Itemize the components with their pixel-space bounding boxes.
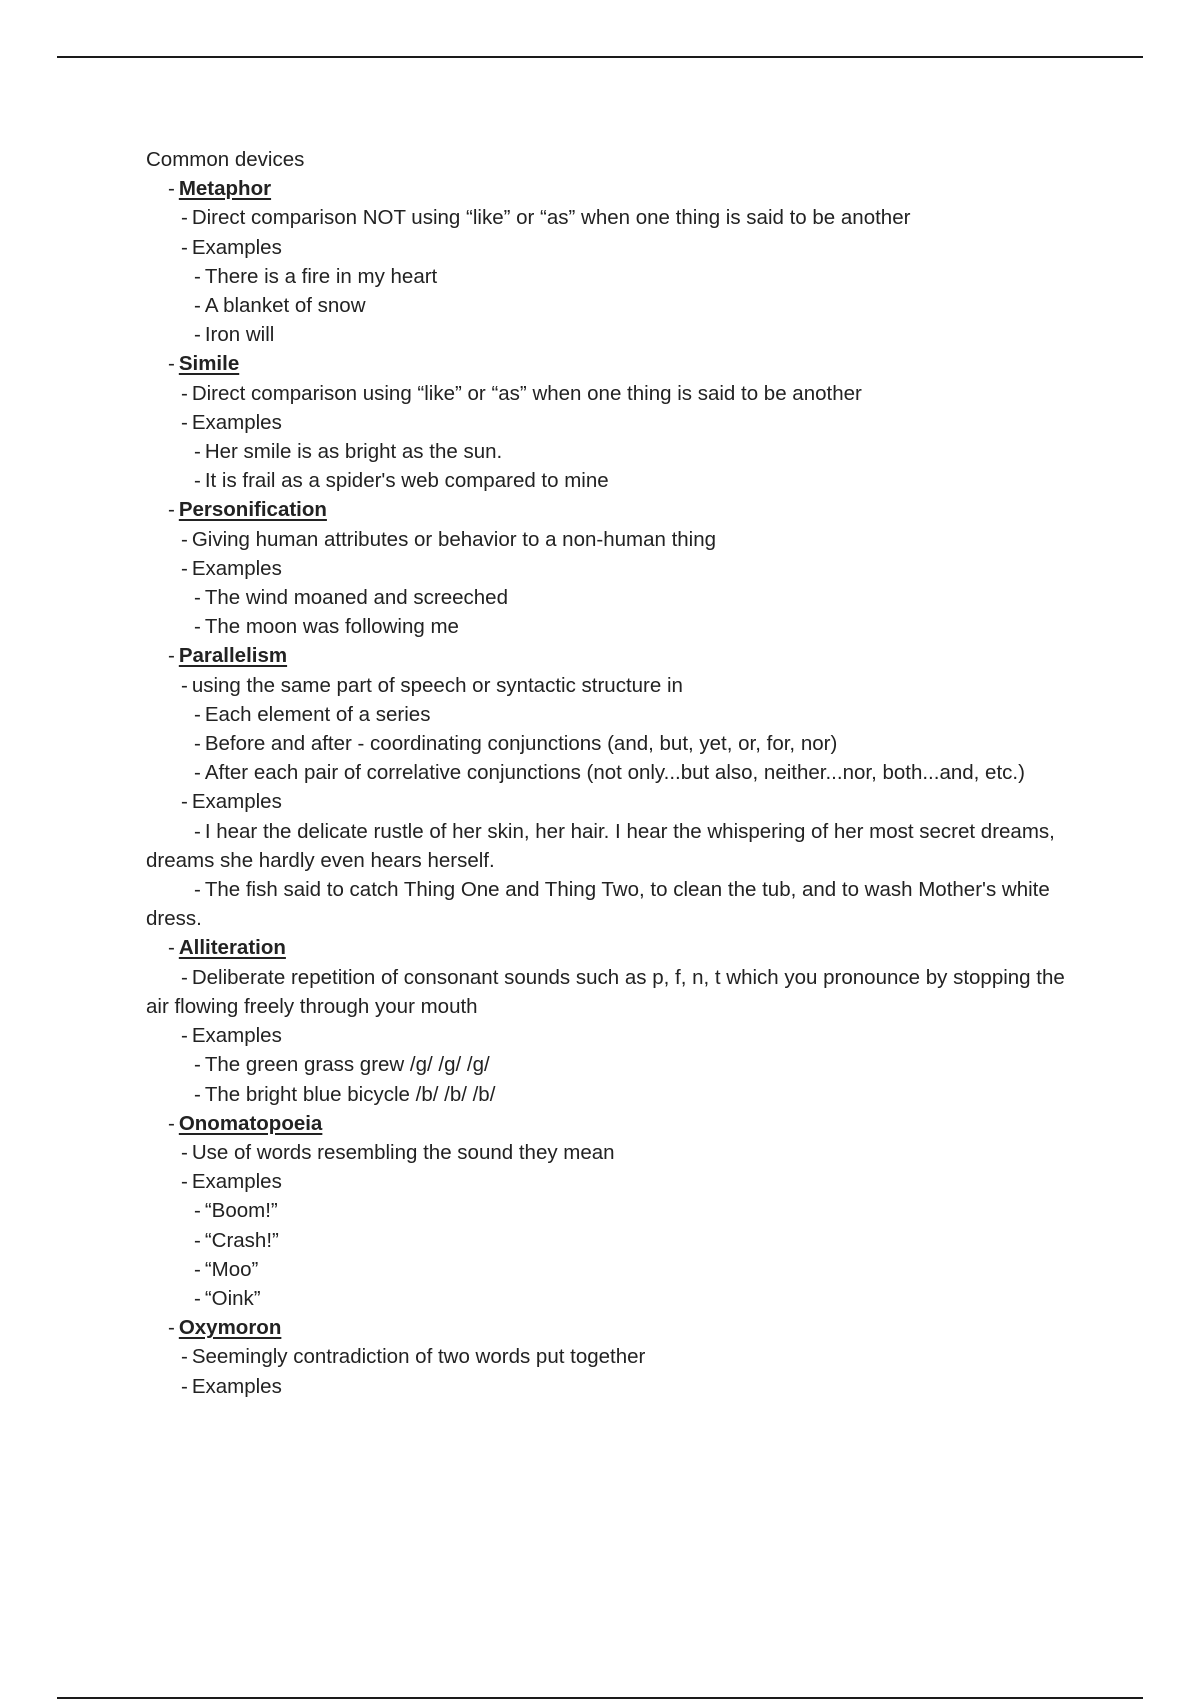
examples-label-personification: - Examples	[181, 556, 282, 580]
example-item: - “Oink”	[194, 1286, 261, 1310]
device-heading-metaphor: - Metaphor	[168, 177, 272, 201]
example-item: - The wind moaned and screeched	[194, 586, 508, 610]
example-item: - The bright blue bicycle /b/ /b/ /b/	[194, 1082, 496, 1106]
example-item: - “Crash!”	[194, 1228, 279, 1252]
example-item: - A blanket of snow	[194, 294, 366, 318]
examples-label-simile: - Examples	[181, 410, 282, 434]
examples-label-metaphor: - Examples	[181, 235, 282, 259]
device-title-metaphor: Metaphor	[178, 177, 272, 201]
device-title-alliteration: Alliteration	[178, 936, 286, 960]
use-item: - Each element of a series	[194, 702, 431, 726]
device-heading-simile: - Simile	[168, 352, 240, 376]
example-item: - Her smile is as bright as the sun.	[194, 440, 503, 464]
device-heading-oxymoron: - Oxymoron	[168, 1316, 282, 1340]
example-item: - The fish said to catch Thing One and Thing Two, to clean the tub, and to wash Mother's white dress.	[146, 878, 1050, 931]
device-title-onomatopoeia: Onomatopoeia	[178, 1111, 323, 1135]
device-title-oxymoron: Oxymoron	[178, 1316, 282, 1340]
example-item: - I hear the delicate rustle of her skin, her hair. I hear the whispering of her most secret dreams, dreams she hardly even hears herself.	[146, 819, 1055, 872]
device-title-simile: Simile	[178, 352, 240, 376]
example-item: - It is frail as a spider's web compared to mine	[194, 469, 609, 493]
device-heading-onomatopoeia: - Onomatopoeia	[168, 1111, 323, 1135]
example-item: - Iron will	[194, 323, 275, 347]
device-heading-personification: - Personification	[168, 498, 327, 522]
device-title-personification: Personification	[178, 498, 327, 522]
use-item: - Before and after - coordinating conjunctions (and, but, yet, or, for, nor)	[194, 732, 838, 756]
definition-simile: - Direct comparison using “like” or “as” when one thing is said to be another	[181, 381, 862, 405]
device-heading-alliteration: - Alliteration	[168, 936, 286, 960]
use-item: - After each pair of correlative conjunctions (not only...but also, neither...nor, both...and, etc.)	[194, 761, 1025, 785]
example-item: - There is a fire in my heart	[194, 264, 438, 288]
top-rule	[57, 56, 1143, 58]
examples-label-oxymoron: - Examples	[181, 1374, 282, 1398]
examples-label-onomatopoeia: - Examples	[181, 1170, 282, 1194]
example-item: - “Boom!”	[194, 1199, 278, 1223]
notes-body	[146, 145, 1076, 1401]
example-item: - The moon was following me	[194, 615, 459, 639]
device-title-parallelism: Parallelism	[178, 644, 288, 668]
page-heading: Common devices	[146, 148, 305, 171]
bottom-rule	[57, 1697, 1143, 1699]
definition-onomatopoeia: - Use of words resembling the sound they mean	[181, 1140, 615, 1164]
examples-label-parallelism: - Examples	[181, 790, 282, 814]
definition-metaphor: - Direct comparison NOT using “like” or “as” when one thing is said to be another	[181, 206, 911, 230]
definition-alliteration: - Deliberate repetition of consonant sounds such as p, f, n, t which you pronounce by stopping the air flowing freely through your mouth	[146, 965, 1065, 1018]
device-heading-parallelism: - Parallelism	[168, 644, 288, 668]
examples-label-alliteration: - Examples	[181, 1024, 282, 1048]
definition-oxymoron: - Seemingly contradiction of two words put together	[181, 1345, 646, 1369]
definition-personification: - Giving human attributes or behavior to a non-human thing	[181, 527, 717, 551]
definition-parallelism: - using the same part of speech or syntactic structure in	[181, 673, 683, 697]
example-item: - “Moo”	[194, 1257, 259, 1281]
example-item: - The green grass grew /g/ /g/ /g/	[194, 1053, 490, 1077]
